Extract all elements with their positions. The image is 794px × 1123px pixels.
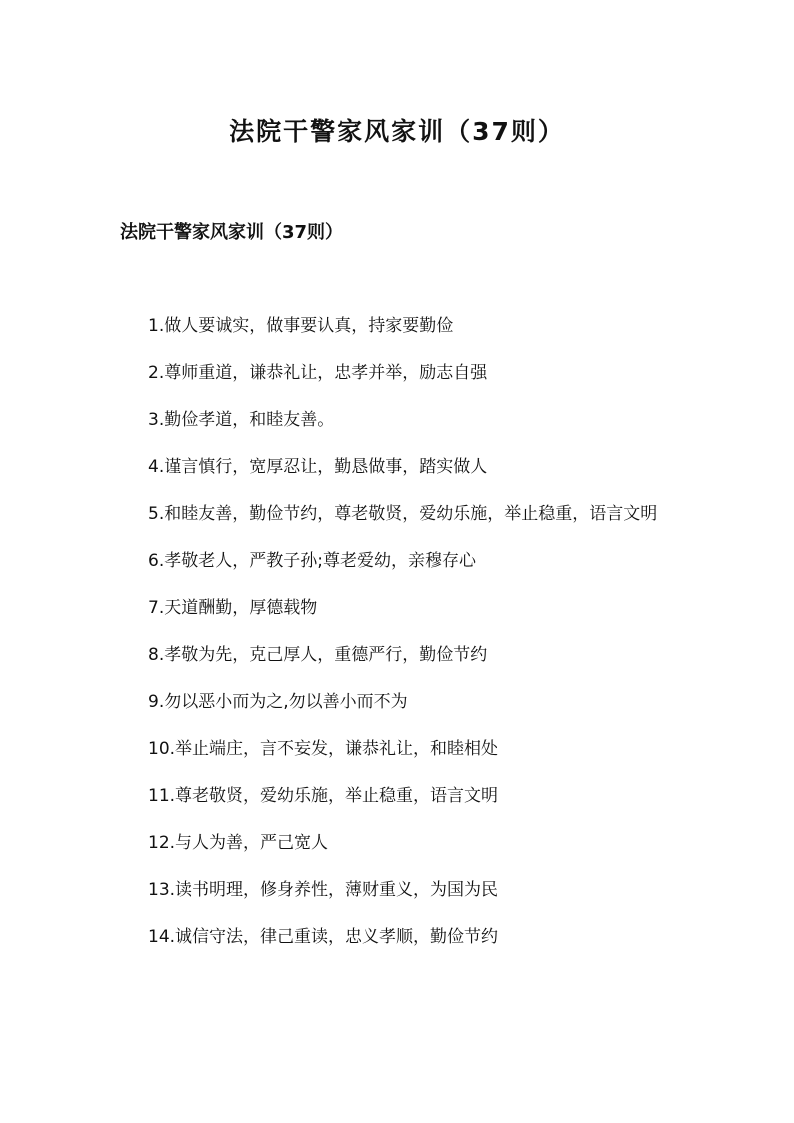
rule-item: 8.孝敬为先，克己厚人，重德严行，勤俭节约 [148,645,488,665]
document-title: 法院干警家风家训（37则） [229,117,565,146]
rule-item: 4.谨言慎行，宽厚忍让，勤恳做事，踏实做人 [148,457,488,477]
rule-item: 13.读书明理，修身养性，薄财重义，为国为民 [148,880,499,900]
rule-item: 7.天道酬勤，厚德载物 [148,598,318,618]
rule-item: 10.举止端庄，言不妄发，谦恭礼让，和睦相处 [148,739,499,759]
rule-item: 1.做人要诚实，做事要认真，持家要勤俭 [148,316,454,336]
section-heading: 法院干警家风家训（37则） [120,222,344,243]
rule-item: 12.与人为善，严己宽人 [148,833,329,853]
rule-item: 11.尊老敬贤，爱幼乐施，举止稳重，语言文明 [148,786,499,806]
rule-item: 9.勿以恶小而为之,勿以善小而不为 [148,692,408,712]
rules-list [120,312,675,970]
rule-item: 5.和睦友善，勤俭节约，尊老敬贤，爱幼乐施，举止稳重，语言文明 [148,504,658,524]
rule-item: 14.诚信守法，律己重读，忠义孝顺，勤俭节约 [148,927,499,947]
rule-item: 2.尊师重道，谦恭礼让，忠孝并举，励志自强 [148,363,488,383]
rule-item: 6.孝敬老人，严教子孙;尊老爱幼，亲穆存心 [148,551,476,571]
rule-item: 3.勤俭孝道，和睦友善。 [148,410,335,430]
